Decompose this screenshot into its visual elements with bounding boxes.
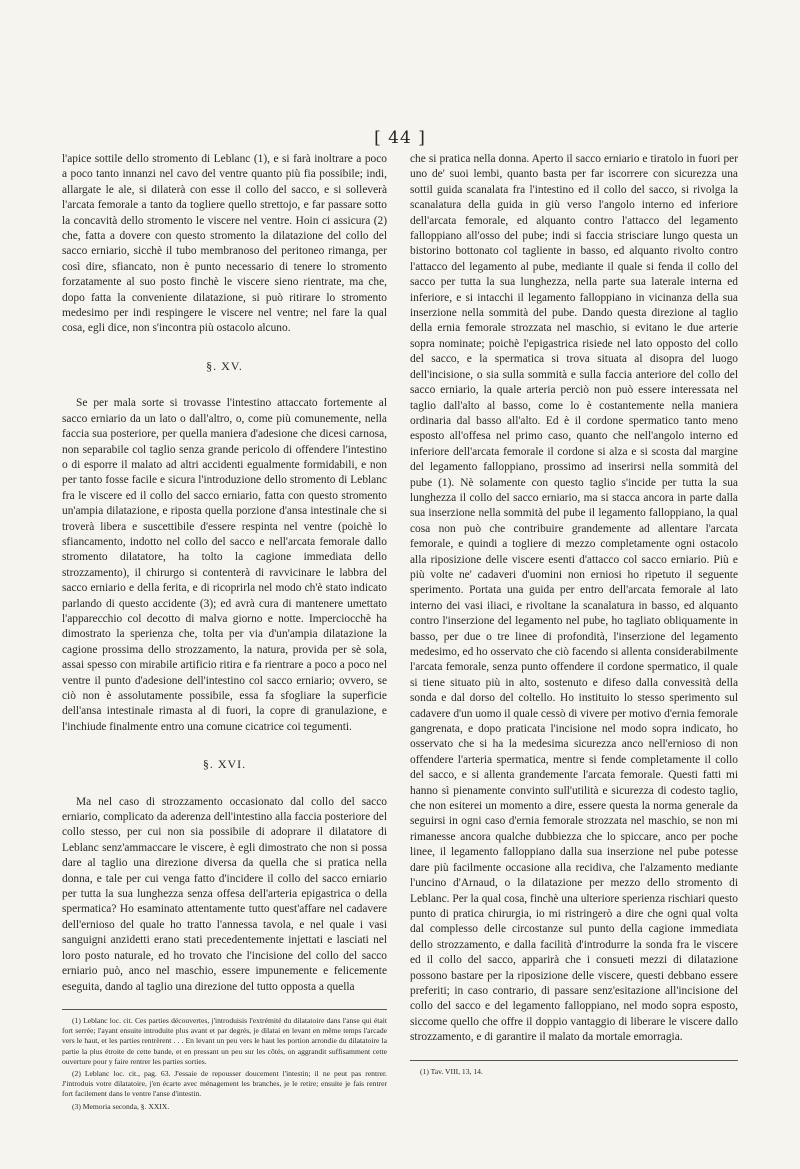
footnote: (2) Leblanc loc. cit., pag. 63. J'essaie de repousser doucement l'intestin; il ne peut pas rentrer. J'introduis votre dilatatoire, j'en écarte avec ménagement les branches, je le retire; ensuite je fais rentrer fort facilement dans le ventre l'anse d'intestin. bbox=[62, 1068, 387, 1099]
footnote: (1) Leblanc loc. cit. Ces parties découvertes, j'introduisis l'extrémité du dilatatoire dans l'anse qui était fort serrée; l'ayant ensuite introduite plus avant et par degrés, je dilatai en levant en même temps l'arcade vers le haut, et les parties rentrèrent . . . En levant un peu vers le haut les portion arrondie du dilatatoire la partie la plus étroite de cette bande, et en pressant un peu sur les côtés, on aggrandit suffisamment cette ouverture pour y faire rentrer les parties sorties. bbox=[62, 1015, 387, 1066]
footnotes bbox=[410, 1067, 738, 1077]
section-heading-xvi: §. XVI. bbox=[202, 757, 247, 772]
left-column bbox=[62, 152, 387, 1114]
right-column bbox=[410, 152, 738, 1079]
paragraph: l'apice sottile dello stromento di Leblanc (1), e si farà inoltrare a poco a poco tanto innanzi nel cavo del ventre quanto più fia possibile; indi, allargate le ale, si dilaterà con esse il collo del sacco, e si solleverà l'arcata femorale a tanto da togliere quello strettojo, e far passare sotto la concavità dello stromento le viscere nel ventre. Hoin ci assicura (2) che, fatta a dovere con questo stromento la dilatazione del collo del sacco erniario, sicchè il tubo membranoso del peritoneo rimanga, per così dire, sfiancato, non è punto necessario di tenere lo stromento forzatamente al suo posto finchè le viscere sieno rientrate, ma che, dopo fatta la conveniente dilatazione, si può ritirare lo stromento medesimo per indi respingere le viscere nel ventre; nel fare la qual cosa, egli dice, non s'incontra più ostacolo alcuno. bbox=[62, 153, 387, 335]
paragraph: Ma nel caso di strozzamento occasionato dal collo del sacco erniario, complicato da aderenza dell'intestino alla faccia posteriore del collo stesso, per cui non sia possibile di adoprare il dilatatore di Leblanc senz'ammaccare le viscere, è egli dimostrato che non si possa dare al taglio una direzione diversa da quella che si pratica nella donna, e tale per cui venga fatto d'incidere il collo del sacco erniario per tutta la sua lunghezza senza offesa dell'arteria epigastrica o della spermatica? Ho esaminato attentamente tutto quest'affare nel cadavere dell'ernioso del quale ho tratto l'annessa tavola, e nel quale i vasi sanguigni anzidetti erano stati precedentemente injettati e lasciati nel loro posto naturale, ed ho trovato che l'incisione del collo del sacco erniario può, anco nel maschio, essere impunemente e felicemente eseguita, dando al taglio una direzione del tutto opposta a quella bbox=[62, 795, 387, 993]
footnote: (3) Memoria seconda, §. XXIX. bbox=[72, 1101, 170, 1111]
footnote-divider bbox=[410, 1060, 738, 1061]
paragraph: che si pratica nella donna. Aperto il sacco erniario e tiratolo in fuori per uno de' suoi lembi, quanto basta per far iscorrere con sicurezza una sottil guida scanalata fra l'intestino ed il collo del sacco, si rivolga la scanalatura della guida in giù verso l'angolo interno ed inferiore dell'arcata femorale, ed alquanto contro l'attacco del legamento falloppiano all'osso del pube; indi si faccia strisciare lungo questa un bistorino bottonato col tagliente in basso, ed alquanto rivolto contro l'attacco del legamento al pube, mediante il quale si fenda il collo del sacco per tutta la sua lunghezza, nella parte sua laterale interna ed inferiore, e si intacchi il legamento falloppiano in vicinanza della sua inserzione nella sommità del pube. Dando questa direzione al taglio della ernia femorale strozzata nel maschio, si evitano le due arterie sopra nominate; poichè l'epigastrica risiede nel lato opposto del collo del sacco, e la spermatica si trova situata al disopra del luogo dell'incisione, o sia sulla sommità e sulla faccia anteriore del collo del sacco erniario, la quale arteria perciò non può essere interessata nel taglio dall'alto al basso, come lo è costantemente nella maniera ordinaria dal basso all'alto. Ed è il cordone spermatico tanto meno esposto all'offesa nel primo caso, quanto che nell'angolo interno ed inferiore dell'arcata femorale il cordone si alza e si scosta dal margine del legamento falloppiano, prossimo ad inserirsi nella sommità del pube (1). Nè solamente con questo taglio s'incide per tutta la sua lunghezza il collo del sacco erniario, ma si stacca ancora in parte dalla sua inserzione nella sommità del pube il legamento falloppiano, la qual cosa non può che contribuire grandemente ad allentare l'arcata femorale, e quindi a togliere di mezzo completamente ogni ostacolo alla riposizione delle viscere esenti d'attacco col sacco erniario. Più e più volte ne' cadaveri d'uomini non erniosi ho ripetuto il seguente sperimento. Portata una guida per entro dell'arcata femorale al lato interno dei vasi iliaci, e rivoltane la scanalatura in basso, ed alquanto contro l'inserzione del legamento nel pube, ho tagliato obliquamente in basso, per due o tre linee di profondità, l'inserzione del legamento medesimo, ed ho osservato che ciò facendo si allenta considerabilmente l'arcata femorale, senza punto offendere il cordone spermatico, il quale si tiene situato più in alto, sostenuto e difeso dalla convessità della sonda e dal dorso del coltello. Ho instituito lo stesso sperimento sul cadavere d'un uomo il quale cessò di vivere per motivo d'ernia femorale gangrenata, e dopo praticata l'incisione nel modo sopra indicato, ho osservato che si ha la medesima sicurezza anco nell'ernioso di non offendere l'arteria spermatica, mentre si fende completamente il collo del sacco, e si allenta grandemente l'arcata femorale. Questi fatti mi hanno sì pienamente convinto sull'utilità e sicurezza di codesto taglio, che non esiterei un momento a dire, essere questa la norma generale da seguirsi in ogni caso d'ernia femorale strozzata nel maschio, se non mi rimanesse ancora qualche dubbiezza che lo spiccare, anco per poche linee, il legamento falloppiano dalla sua inserzione nel pube potesse dare più facilmente occasione alla recidiva, che l'alzamento mediante l'uncino d'Arnaud, o la dilatazione per mezzo dello stromento di Leblanc. Per la qual cosa, finchè una ulteriore sperienza rischiari questo punto di pratica chirurgia, io mi ristringerò a dire che ogni qual volta dal complesso delle circostanze sul punto della cagione immediata dello strozzamento, e dalla facilità d'introdurre la sonda fra le viscere ed il collo del sacco, apparirà che i consueti mezzi di dilatazione possono bastare per la riposizione delle viscere, questi debbano essere preferiti; in caso contrario, di passare senz'esitazione all'incisione del collo del sacco e del legamento falloppiano, nel modo sopra esposto, siccome quello che offre il doppio vantaggio di liberare le viscere dallo strozzamento, e di garantire il malato da mortale emorragia. bbox=[410, 153, 738, 1044]
footnote-divider bbox=[62, 1009, 387, 1010]
section-heading-xv: §. XV. bbox=[206, 358, 243, 373]
footnote: (1) Tav. VIII, 13, 14. bbox=[420, 1066, 483, 1076]
paragraph: Se per mala sorte si trovasse l'intestino attaccato fortemente al sacco erniario da un lato o dall'altro, o, come più comunemente, nella faccia sua posteriore, per quella maniera d'adesione che dicesi carnosa, non separabile col taglio senza grande pericolo di offendere l'intestino o di esporre il malato ad altri accidenti egualmente formidabili, e non per tanto fosse facile e sicura l'introduzione dello stromento di Leblanc fra le viscere ed il collo del sacco erniario, fatta con questo stromento un'ampia dilatazione, e riposta quella porzione d'ansa intestinale che si troverà libera e suscettibile d'essere respinta nel ventre (poichè lo sfiancamento, indotto nel collo del sacco e nell'arcata femorale dallo stromento dilatatore, ha tolto la cagione immediata dello strozzamento), il chirurgo si contenterà di ravvicinare le labbra del sacco erniario e della ferita, e di ricoprirla nel modo ch'è stato indicato parlando di questo accidente (3); ed avrà cura di mantenere umettato l'apparecchio col decotto di malva giorno e notte. Imperciocchè ha dimostrato la sperienza che, tolta per via d'un'ampia dilatazione la cagione prossima dello strozzamento, la natura, provida per sè sola, assai spesso con mirabile artificio ritira e fa rientrare a poco a poco nel ventre il punto d'adesione dell'intestino col sacco erniario; ovvero, se ciò non è assolutamente possibile, essa fa sfogliare la superficie dell'ansa intestinale rimasta al di fuori, la copre di granulazione, e l'inchiude finalmente entro una comune cicatrice coi tegumenti. bbox=[62, 397, 387, 733]
page-number: [ 44 ] bbox=[374, 128, 426, 148]
footnotes bbox=[62, 1016, 387, 1112]
